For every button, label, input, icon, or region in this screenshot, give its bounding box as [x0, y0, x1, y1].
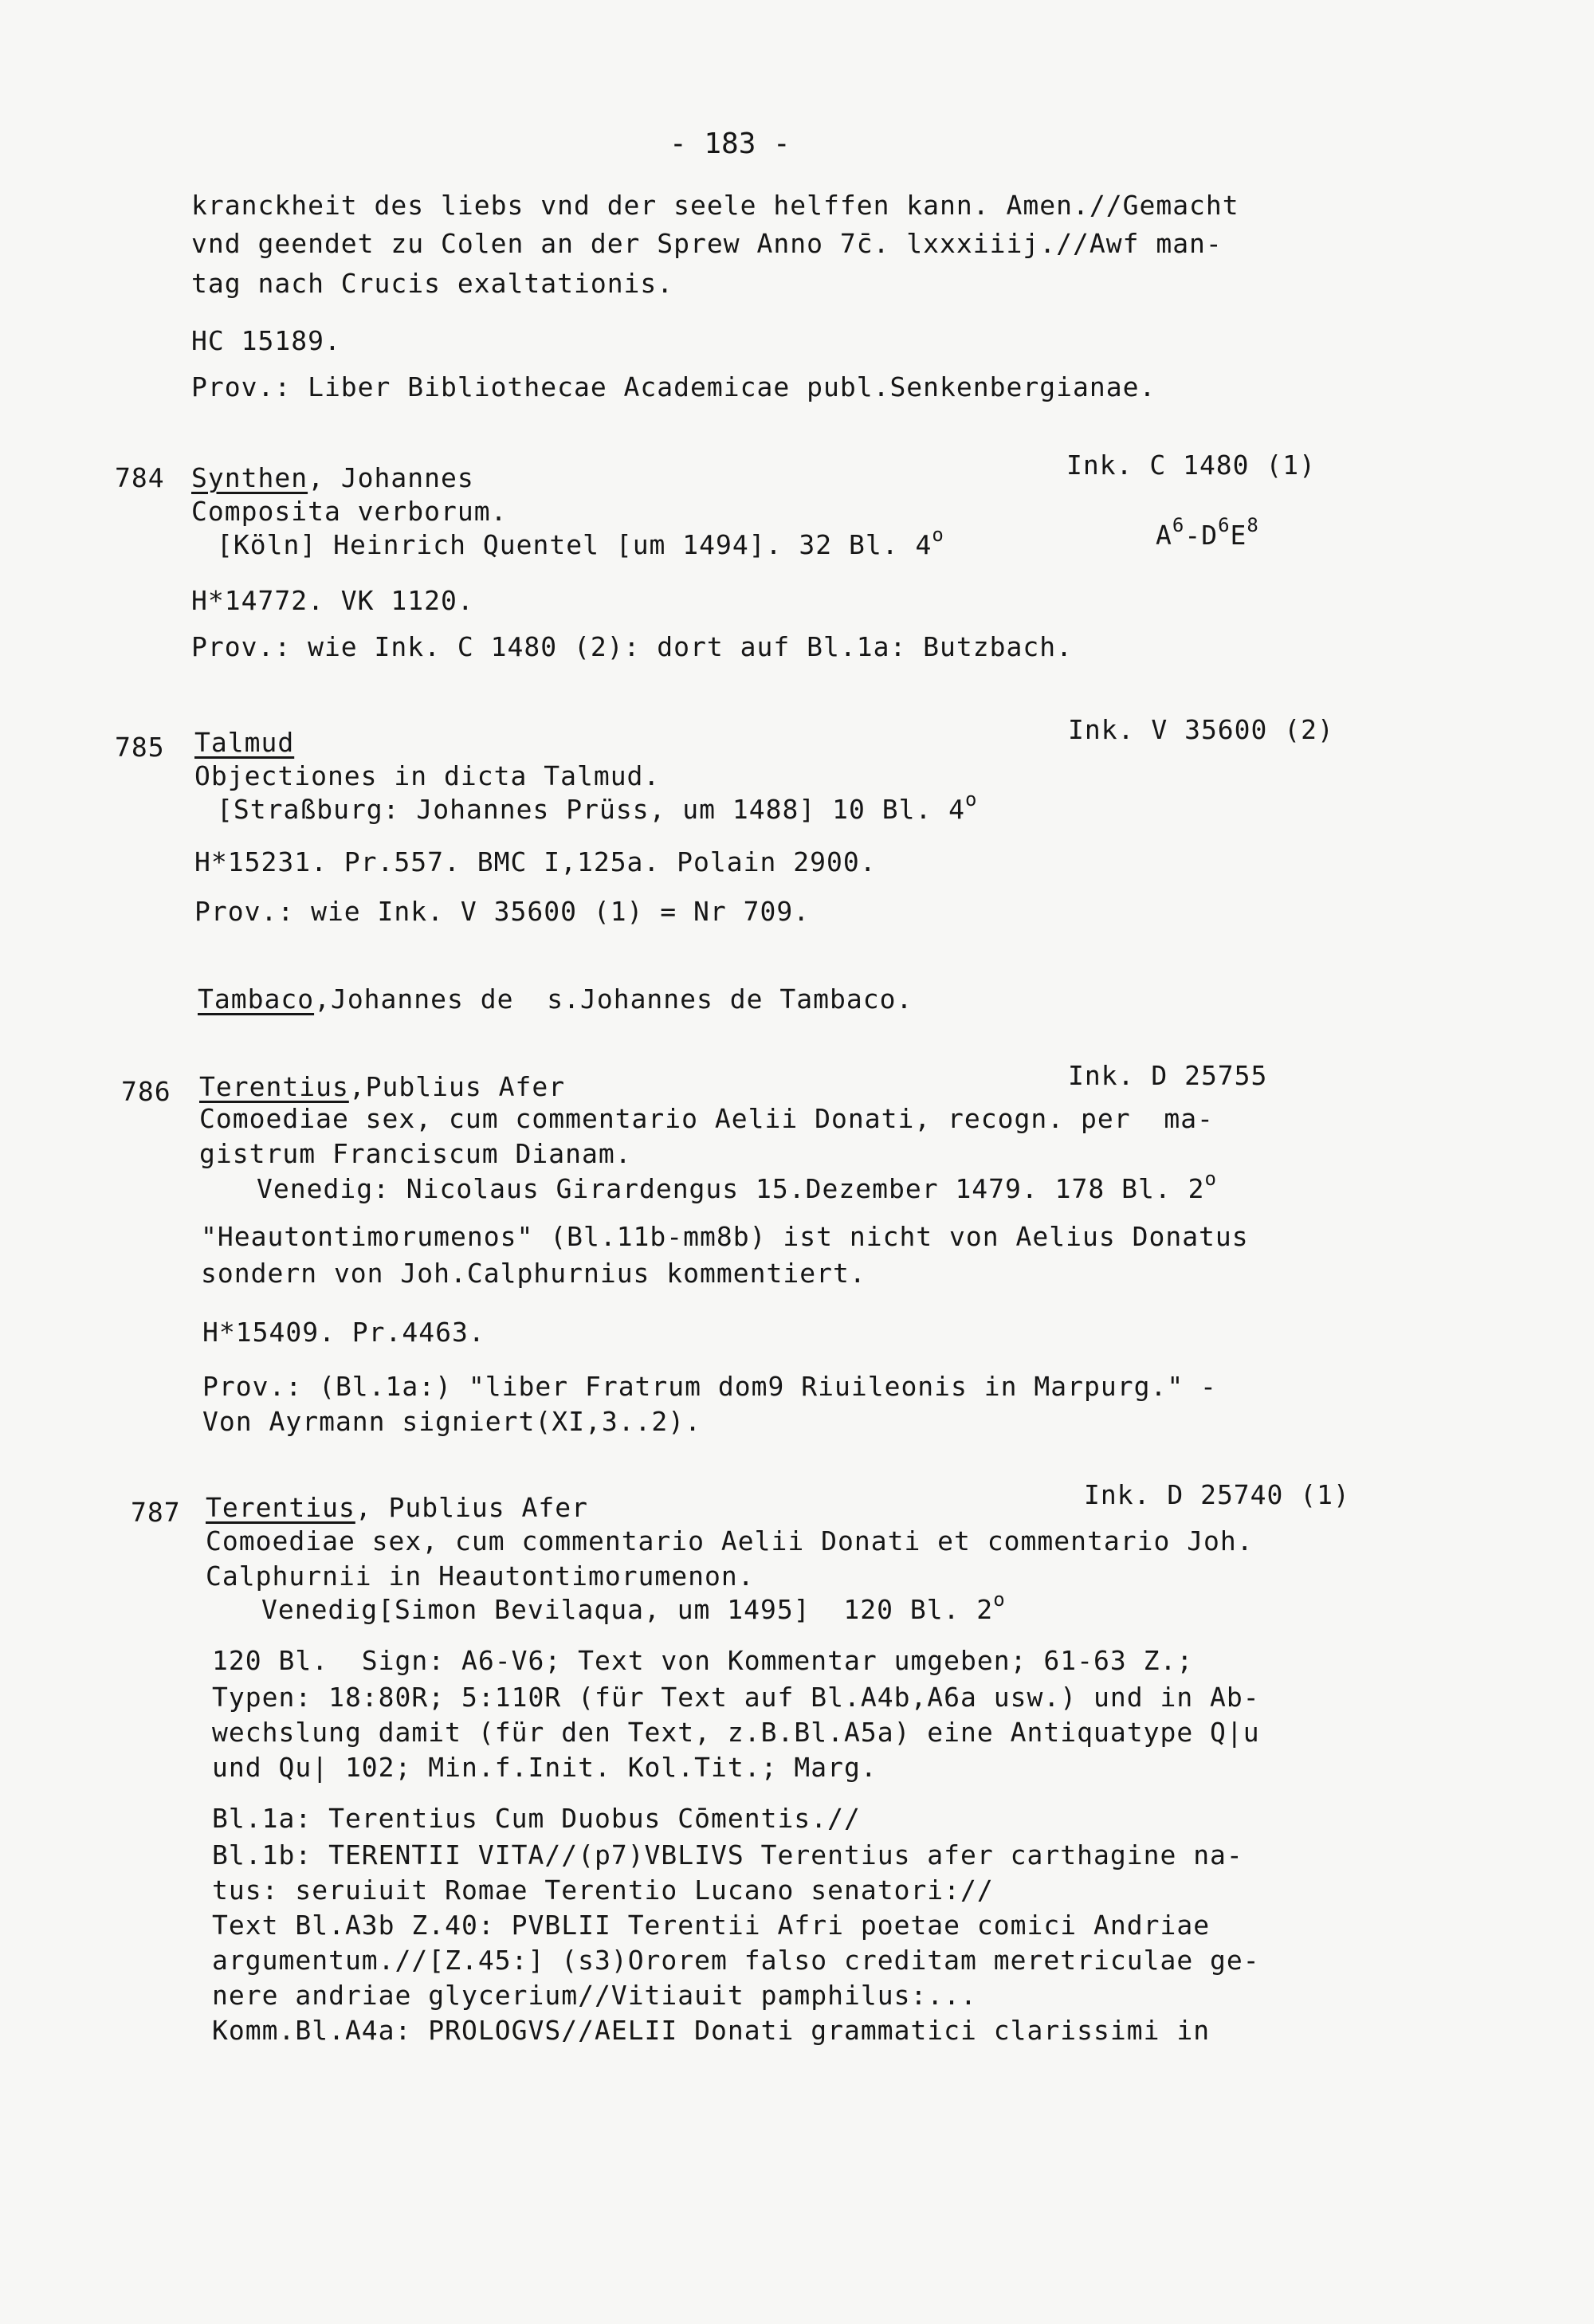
entry-787-title-line-1: Comoediae sex, cum commentario Aelii Donati et commentario Joh. [206, 1525, 1254, 1557]
entry-786-reference: H*15409. Pr.4463. [202, 1317, 485, 1348]
intro-line-1: kranckheit des liebs vnd der seele helffen kann. Amen.//Gemacht [191, 190, 1239, 221]
entry-784-reference: H*14772. VK 1120. [191, 585, 474, 616]
entry-787-desc-line-1: 120 Bl. Sign: A6-V6; Text von Kommentar umgeben; 61-63 Z.; [212, 1645, 1194, 1676]
entry-787-shelfmark: Ink. D 25740 (1) [1084, 1479, 1350, 1510]
crossref-rest: ,Johannes de s.Johannes de Tambaco. [314, 983, 913, 1015]
entry-787-heading-name: Terentius [206, 1492, 355, 1523]
entry-785-number: 785 [115, 732, 165, 763]
entry-785-title: Objectiones in dicta Talmud. [194, 760, 661, 791]
entry-787-heading-rest: , Publius Afer [355, 1492, 588, 1523]
entry-787-text-line-4: Text Bl.A3b Z.40: PVBLII Terentii Afri poetae comici Andriae [212, 1910, 1211, 1941]
entry-784-number: 784 [115, 462, 165, 493]
entry-785-shelfmark: Ink. V 35600 (2) [1068, 714, 1334, 745]
entry-786-number: 786 [121, 1076, 171, 1107]
entry-786-imprint-format: o [1204, 1168, 1217, 1190]
entry-786-provenance-line-1: Prov.: (Bl.1a:) "liber Fratrum dom9 Riuileonis in Marpurg." - [202, 1371, 1217, 1402]
entry-787-text-line-2: Bl.1b: TERENTII VITA//(p7)VBLIVS Terentius afer carthagine na- [212, 1839, 1243, 1871]
entry-786-note-line-1: "Heautontimorumenos" (Bl.11b-mm8b) ist nicht von Aelius Donatus [201, 1221, 1249, 1252]
entry-785-heading [194, 727, 294, 759]
entry-787-imprint [261, 1588, 1006, 1628]
entry-784-heading [191, 462, 474, 494]
entry-786-note-line-2: sondern von Joh.Calphurnius kommentiert. [201, 1258, 866, 1289]
entry-786-heading [199, 1071, 565, 1103]
entry-787-text-line-3: tus: seruiuit Romae Terentio Lucano senatori:// [212, 1875, 994, 1906]
entry-787-text-line-1: Bl.1a: Terentius Cum Duobus Cōmentis.// [212, 1803, 861, 1834]
entry-786-title-line-2: gistrum Franciscum Dianam. [199, 1138, 632, 1169]
entry-786-heading-rest: ,Publius Afer [348, 1071, 566, 1102]
entry-787-desc-line-3: wechslung damit (für den Text, z.B.Bl.A5a) eine Antiquatype Q|u [212, 1717, 1260, 1748]
entry-784-imprint-text: [Köln] Heinrich Quentel [um 1494]. 32 Bl. 4 [217, 529, 932, 560]
entry-785-imprint [217, 788, 978, 828]
entry-784-imprint-format: o [932, 524, 944, 546]
entry-786-provenance-line-2: Von Ayrmann signiert(XI,3..2). [202, 1406, 702, 1437]
entry-787-text-line-5: argumentum.//[Z.45:] (s3)Ororem falso creditam meretriculae ge- [212, 1945, 1260, 1976]
entry-785-provenance: Prov.: wie Ink. V 35600 (1) = Nr 709. [194, 896, 811, 927]
entry-785-imprint-text: [Straßburg: Johannes Prüss, um 1488] 10 Bl. 4 [217, 794, 966, 825]
entry-784-heading-rest: , Johannes [308, 462, 474, 493]
entry-784-imprint [217, 524, 944, 563]
entry-784-heading-name: Synthen [191, 462, 308, 493]
entry-784-provenance: Prov.: wie Ink. C 1480 (2): dort auf Bl.1a: Butzbach. [191, 631, 1073, 662]
entry-785-reference: H*15231. Pr.557. BMC I,125a. Polain 2900. [194, 846, 877, 877]
entry-787-number: 787 [131, 1497, 181, 1528]
entry-785-imprint-format: o [965, 788, 978, 811]
crossref-heading: Tambaco [198, 983, 315, 1015]
entry-784-title: Composita verborum. [191, 496, 508, 527]
entry-786-heading-name: Terentius [199, 1071, 349, 1102]
crossref-tambaco [198, 983, 913, 1015]
entry-786-imprint-text: Venedig: Nicolaus Girardengus 15.Dezember 1479. 178 Bl. 2 [257, 1173, 1205, 1204]
entry-784-collation: $A^6-D^6E^8$ [1156, 514, 1259, 551]
entry-787-desc-line-4: und Qu| 102; Min.f.Init. Kol.Tit.; Marg. [212, 1752, 877, 1783]
entry-787-text-line-6: nere andriae glycerium//Vitiauit pamphilus:... [212, 1980, 977, 2011]
intro-line-2: vnd geendet zu Colen an der Sprew Anno 7c̄. lxxxiiij.//Awf man- [191, 228, 1223, 259]
entry-787-title-line-2: Calphurnii in Heautontimorumenon. [206, 1560, 755, 1592]
entry-784-shelfmark: Ink. C 1480 (1) [1066, 449, 1317, 481]
entry-786-title-line-1: Comoediae sex, cum commentario Aelii Donati, recogn. per ma- [199, 1103, 1214, 1134]
entry-787-imprint-format: o [993, 1588, 1006, 1611]
entry-786-imprint [257, 1168, 1217, 1207]
entry-785-heading-name: Talmud [194, 727, 295, 758]
entry-787-imprint-text: Venedig[Simon Bevilaqua, um 1495] 120 Bl. 2 [261, 1594, 994, 1625]
entry-787-heading [206, 1492, 588, 1524]
page-number: - 183 - [669, 128, 791, 160]
entry-787-text-line-7: Komm.Bl.A4a: PROLOGVS//AELII Donati grammatici clarissimi in [212, 2015, 1211, 2046]
intro-provenance: Prov.: Liber Bibliothecae Academicae publ.Senkenbergianae. [191, 371, 1156, 402]
intro-reference: HC 15189. [191, 325, 341, 356]
entry-787-desc-line-2: Typen: 18:80R; 5:110R (für Text auf Bl.A4b,A6a usw.) und in Ab- [212, 1682, 1260, 1713]
entry-786-shelfmark: Ink. D 25755 [1068, 1060, 1268, 1091]
intro-line-3: tag nach Crucis exaltationis. [191, 268, 674, 299]
